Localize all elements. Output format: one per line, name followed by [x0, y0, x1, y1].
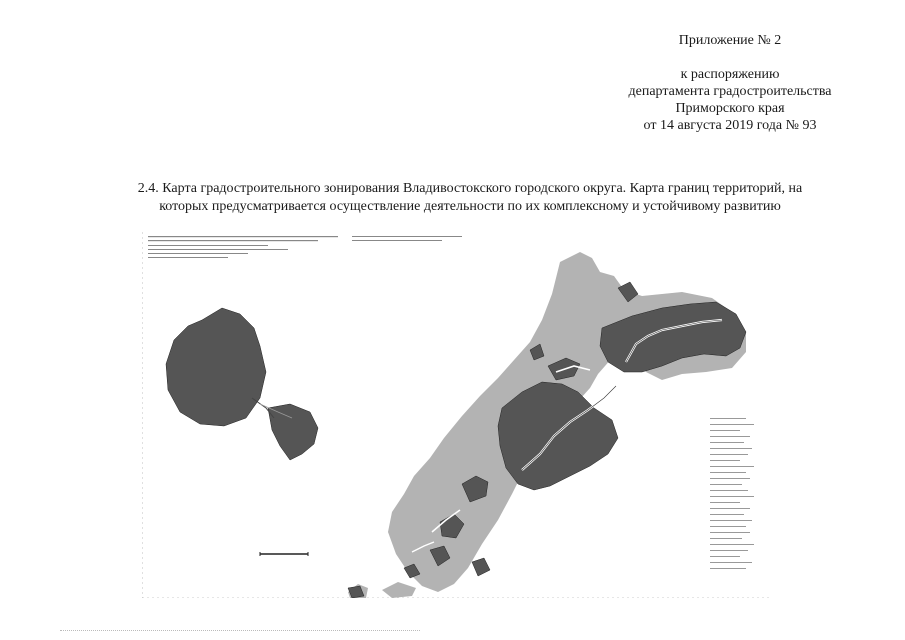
map-legend	[710, 418, 754, 569]
map-caption	[90, 180, 850, 216]
map-header-notes	[148, 236, 462, 258]
appendix-title: Приложение № 2	[678, 33, 782, 48]
caption-line-1: 2.4. Карта градостроительного зонирования Владивостокского городского округа. Карта границ территорий, на	[137, 181, 803, 196]
zoning-map	[142, 232, 770, 598]
left-island	[166, 308, 318, 460]
appendix-line-region: Приморского края	[675, 101, 785, 116]
appendix-header	[560, 32, 900, 134]
zoning-map-svg	[142, 232, 770, 598]
caption-line-2: которых предусматривается осуществление деятельности по их комплексному и устойчивому развитию	[159, 199, 781, 214]
bottom-scan-noise	[60, 630, 420, 635]
appendix-line-department: департамента градостроительства	[628, 84, 832, 99]
appendix-line-order: к распоряжению	[680, 67, 780, 82]
appendix-line-date: от 14 августа 2019 года № 93	[643, 118, 817, 133]
scale-bar	[260, 552, 308, 556]
